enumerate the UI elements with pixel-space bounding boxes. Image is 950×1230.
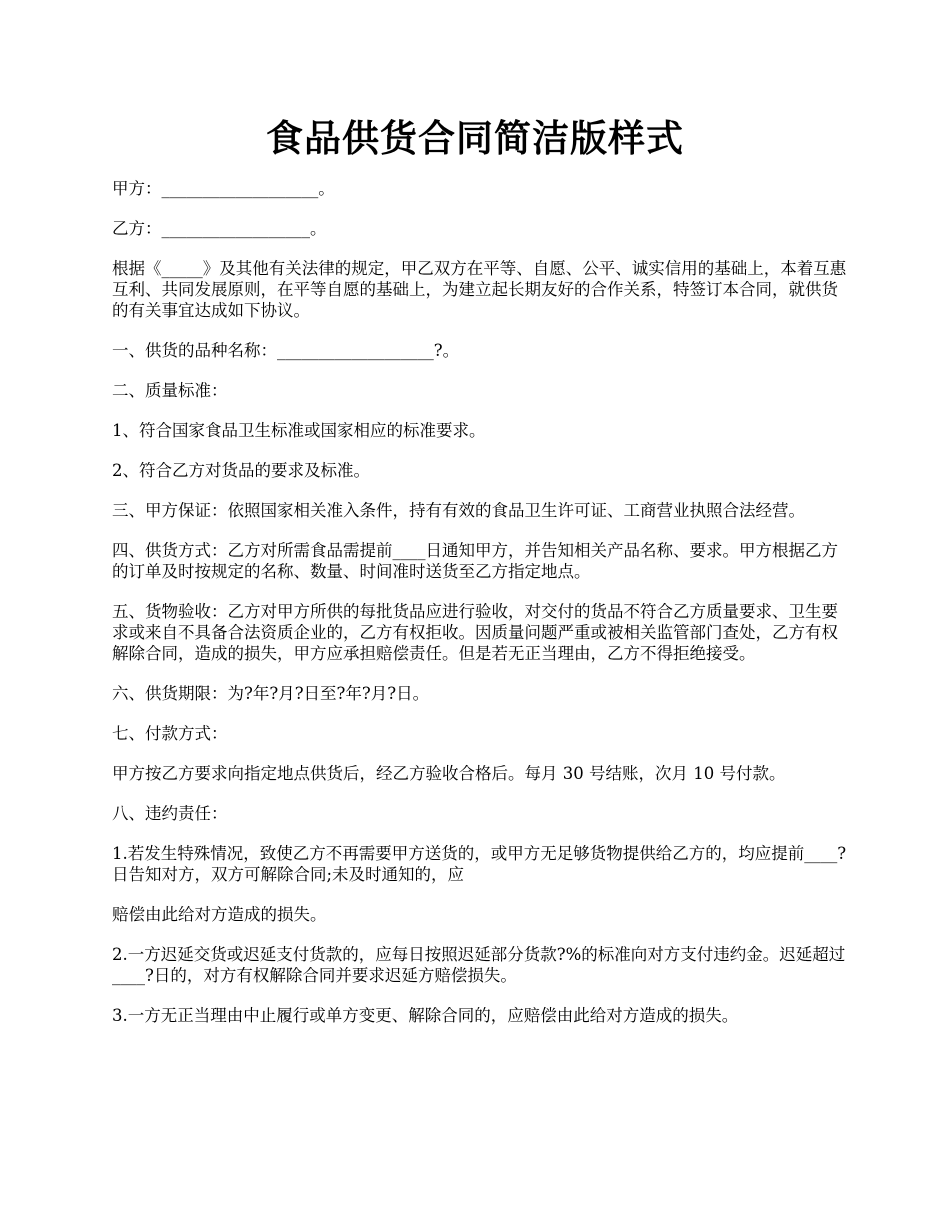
section-1-product-name: 一、供货的品种名称：___________________?。: [112, 341, 460, 360]
section-7-heading: 七、付款方式：: [112, 724, 228, 743]
section-8-item-1-continued: 赔偿由此给对方造成的损失。: [112, 905, 327, 924]
section-8-item-2: 2.一方迟延交货或迟延支付货款的，应每日按照迟延部分货款?%的标准向对方支付违约金。迟延超过____?日的，对方有权解除合同并要求迟延方赔偿损失。: [112, 945, 846, 985]
section-2-item-1: 1、符合国家食品卫生标准或国家相应的标准要求。: [112, 421, 486, 440]
section-8-item-1: 1.若发生特殊情况，致使乙方不再需要甲方送货的，或甲方无足够货物提供给乙方的，均应提前____?日告知对方，双方可解除合同;未及时通知的，应: [112, 844, 847, 884]
section-8-item-3: 3.一方无正当理由中止履行或单方变更、解除合同的，应赔偿由此给对方造成的损失。: [112, 1006, 739, 1025]
party-a-line: 甲方：___________________。: [112, 179, 335, 198]
section-7-payment: 甲方按乙方要求向指定地点供货后，经乙方验收合格后。每月 30 号结账，次月 10 号付款。: [112, 764, 786, 783]
party-b-line: 乙方：__________________。: [112, 219, 327, 238]
section-6-term: 六、供货期限：为?年?月?日至?年?月?日。: [112, 684, 430, 703]
document-title: 食品供货合同简洁版样式: [266, 116, 684, 160]
document-body: [112, 178, 852, 1045]
section-2-heading: 二、质量标准：: [112, 381, 228, 400]
preamble-paragraph: 根据《_____》及其他有关法律的规定，甲乙双方在平等、自愿、公平、诚实信用的基础上，本着互惠互利、共同发展原则，在平等自愿的基础上，为建立起长期友好的合作关系，特签订本合同，就供货的有关事宜达成如下协议。: [112, 259, 847, 320]
section-5-acceptance: 五、货物验收：乙方对甲方所供的每批货品应进行验收，对交付的货品不符合乙方质量要求、卫生要求或来自不具备合法资质企业的，乙方有权拒收。因质量问题严重或被相关监管部门查处，乙方有权解除合同，造成的损失，甲方应承担赔偿责任。但是若无正当理由，乙方不得拒绝接受。: [112, 602, 838, 663]
section-4-supply-method: 四、供货方式：乙方对所需食品需提前____日通知甲方，并告知相关产品名称、要求。甲方根据乙方的订单及时按规定的名称、数量、时间准时送货至乙方指定地点。: [112, 541, 838, 581]
section-2-item-2: 2、符合乙方对货品的要求及标准。: [112, 461, 370, 480]
section-3-guarantee: 三、甲方保证：依照国家相关准入条件，持有有效的食品卫生许可证、工商营业执照合法经营。: [112, 501, 805, 520]
section-8-heading: 八、违约责任：: [112, 804, 228, 823]
